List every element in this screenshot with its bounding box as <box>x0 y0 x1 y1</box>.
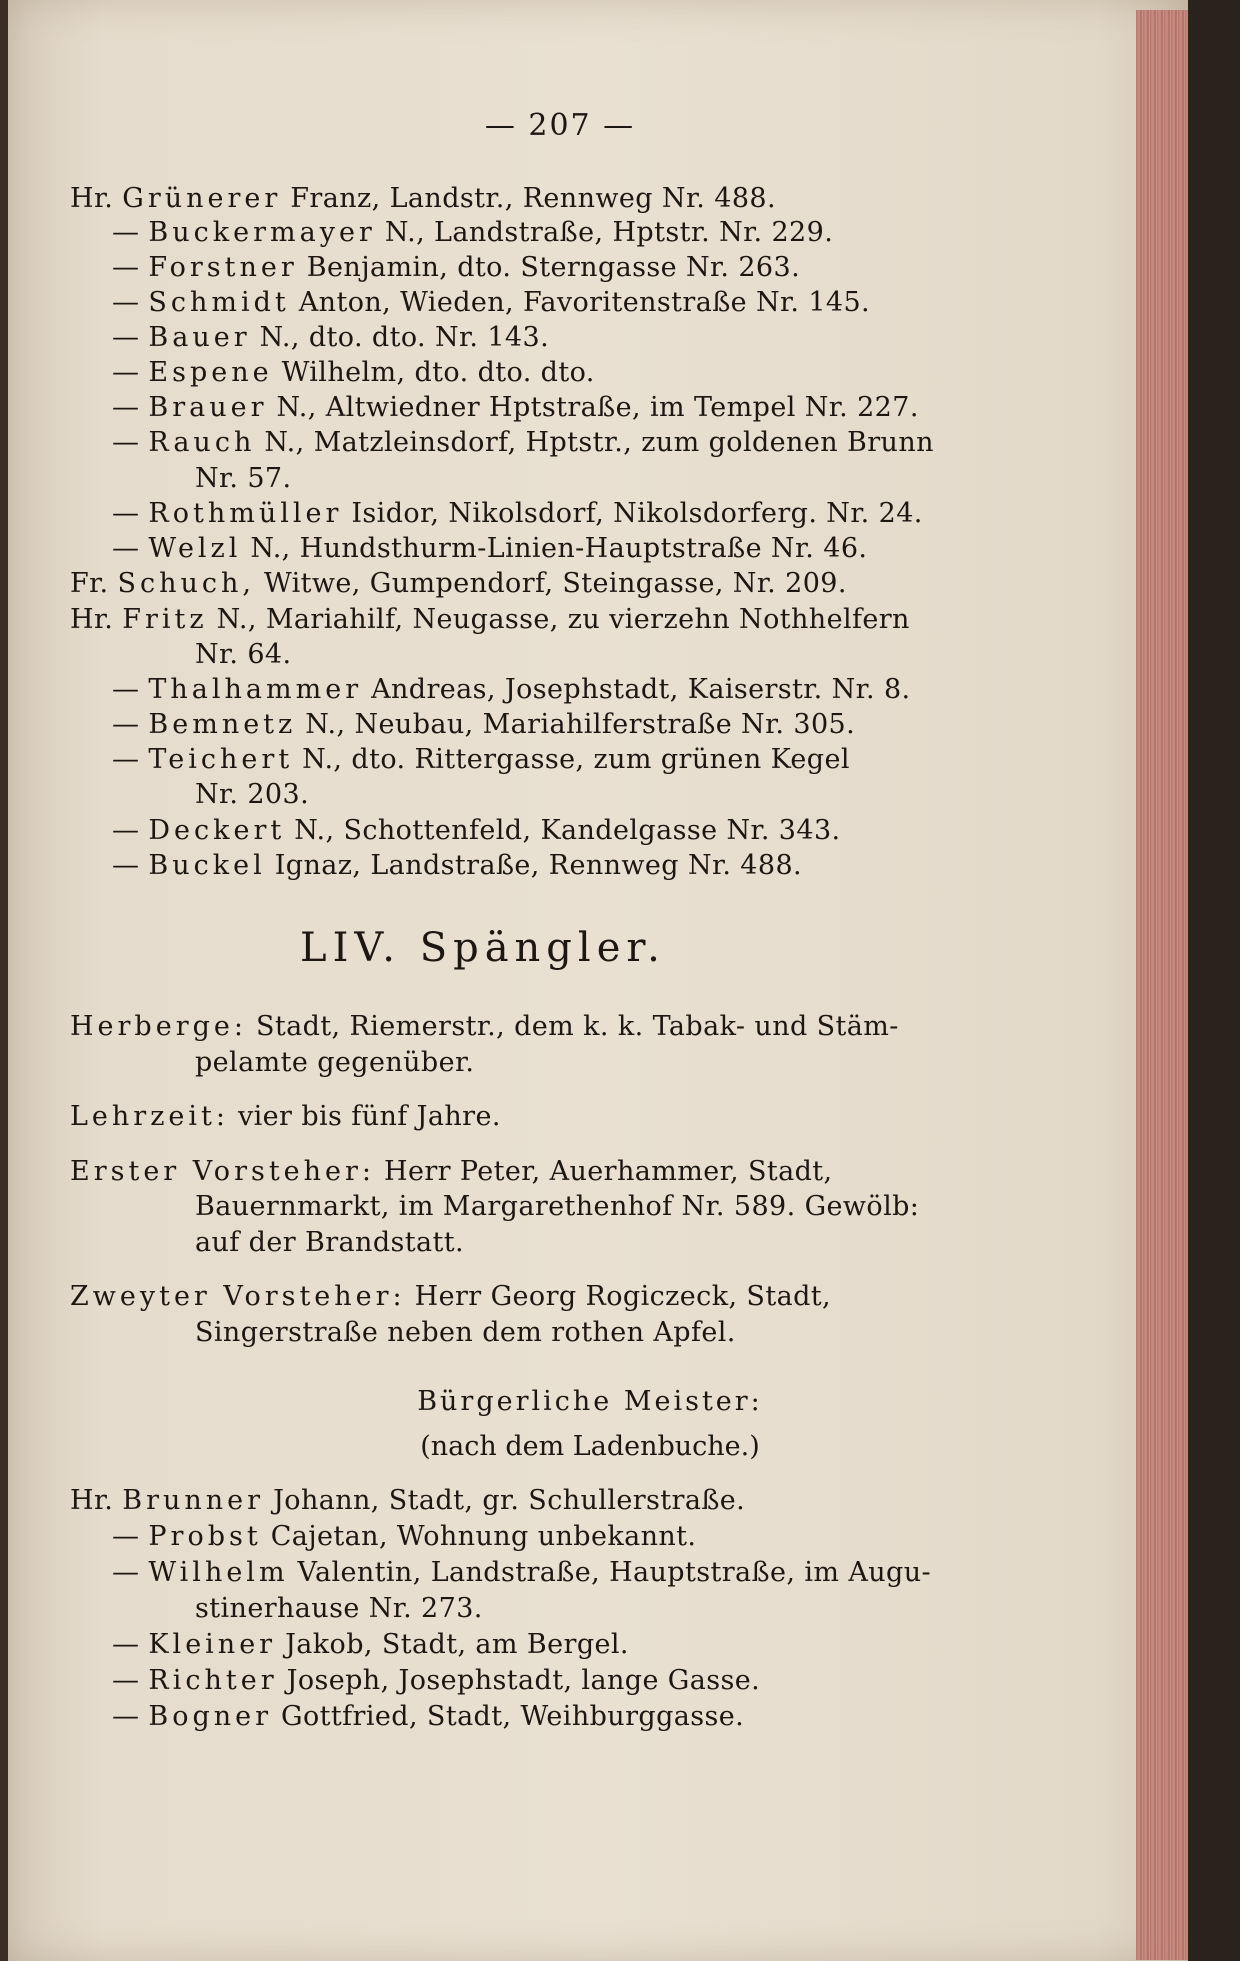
info-line: Herberge: Stadt, Riemerstr., dem k. k. Tabak- und Stäm- <box>70 1011 899 1042</box>
info-line: Erster Vorsteher: Herr Peter, Auerhammer, Stadt, <box>70 1156 833 1187</box>
section-heading: LIV. Spängler. <box>300 925 666 971</box>
entry-line: — Welzl N., Hundsthurm-Linien-Hauptstraße Nr. 46. <box>112 533 868 564</box>
entry-line: — Bauer N., dto. dto. Nr. 143. <box>112 322 550 353</box>
entry-line: — Forstner Benjamin, dto. Sterngasse Nr. 263. <box>112 252 801 283</box>
entry-line: Nr. 203. <box>195 779 310 810</box>
entry-line: — Deckert N., Schottenfeld, Kandelgasse Nr. 343. <box>112 815 841 846</box>
info-line: Zweyter Vorsteher: Herr Georg Rogiczeck, Stadt, <box>70 1281 831 1312</box>
page-number: — 207 — <box>484 108 636 143</box>
entry-line: — Teichert N., dto. Rittergasse, zum grünen Kegel <box>112 744 850 775</box>
entry-line: — Kleiner Jakob, Stadt, am Bergel. <box>112 1629 629 1660</box>
entry-line: — Buckel Ignaz, Landstraße, Rennweg Nr. 488. <box>112 850 803 881</box>
entry-line: Hr. Brunner Johann, Stadt, gr. Schullerstraße. <box>70 1485 746 1516</box>
entry-line: — Brauer N., Altwiedner Hptstraße, im Tempel Nr. 227. <box>112 392 919 423</box>
entry-line: — Espene Wilhelm, dto. dto. dto. <box>112 357 595 388</box>
entry-line: — Rauch N., Matzleinsdorf, Hptstr., zum goldenen Brunn <box>112 427 934 458</box>
info-line: auf der Brandstatt. <box>195 1227 465 1258</box>
entry-line: Hr. Fritz N., Mariahilf, Neugasse, zu vierzehn Nothhelfern <box>70 604 910 635</box>
entry-line: — Buckermayer N., Landstraße, Hptstr. Nr. 229. <box>112 217 834 248</box>
entry-line: — Thalhammer Andreas, Josephstadt, Kaiserstr. Nr. 8. <box>112 674 911 705</box>
entry-line: Fr. Schuch, Witwe, Gumpendorf, Steingasse, Nr. 209. <box>70 568 847 599</box>
masters-subheading: (nach dem Ladenbuche.) <box>420 1431 760 1462</box>
info-line: Lehrzeit: vier bis fünf Jahre. <box>70 1101 501 1132</box>
entry-line: — Rothmüller Isidor, Nikolsdorf, Nikolsdorferg. Nr. 24. <box>112 498 923 529</box>
entry-line: — Bogner Gottfried, Stadt, Weihburggasse. <box>112 1701 745 1732</box>
masters-heading: Bürgerliche Meister: <box>417 1386 763 1417</box>
entry-line: Nr. 57. <box>195 463 292 494</box>
entry-line: — Bemnetz N., Neubau, Mariahilferstraße Nr. 305. <box>112 709 856 740</box>
entry-line: — Schmidt Anton, Wieden, Favoritenstraße Nr. 145. <box>112 287 871 318</box>
entry-line: — Probst Cajetan, Wohnung unbekannt. <box>112 1521 697 1552</box>
info-line: Bauernmarkt, im Margarethenhof Nr. 589. Gewölb: <box>195 1191 920 1222</box>
entry-line: Hr. Grünerer Franz, Landstr., Rennweg Nr. 488. <box>70 183 776 214</box>
entry-line: — Richter Joseph, Josephstadt, lange Gasse. <box>112 1665 761 1696</box>
entry-line: stinerhause Nr. 273. <box>195 1593 483 1624</box>
entry-line: — Wilhelm Valentin, Landstraße, Hauptstraße, im Augu- <box>112 1557 932 1588</box>
info-line: pelamte gegenüber. <box>195 1047 475 1078</box>
info-line: Singerstraße neben dem rothen Apfel. <box>195 1317 736 1348</box>
entry-line: Nr. 64. <box>195 639 292 670</box>
